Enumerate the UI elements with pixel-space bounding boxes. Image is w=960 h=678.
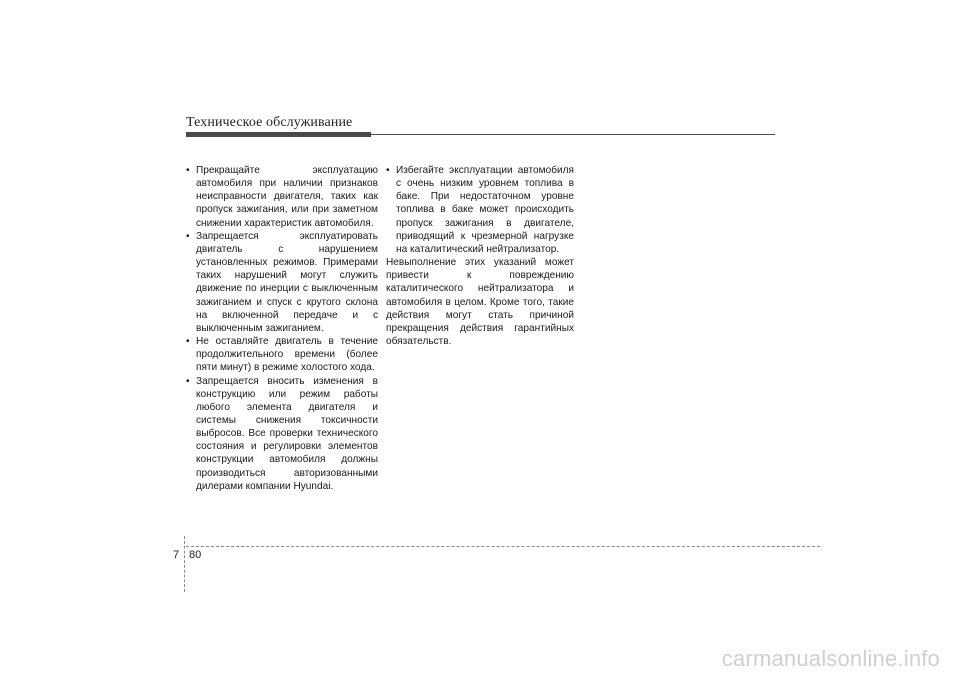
watermark: carmanualsonline.info: [721, 646, 940, 671]
footer-vertical-rule: [184, 536, 185, 592]
right-column: [386, 164, 574, 348]
list-item: [186, 335, 378, 374]
chapter-number: 7: [173, 549, 180, 561]
bullet-dot: •: [186, 230, 190, 242]
title-rule: [371, 134, 775, 135]
list-item-text: Прекращайте эксплуатацию автомобиля при наличии признаков неисправности двигателя, таких как пропуск зажигания, или при заметном снижении характеристик автомобиля.: [196, 165, 378, 229]
title-bar: [186, 132, 371, 137]
list-item-text: Запрещается эксплуатировать двигатель с нарушением установленных режимов. Примерами таких нарушений могут служить движение по инерции с выключенным зажиганием и спуск с крутого склона на включенной передаче и с выключенным зажиганием.: [196, 230, 378, 334]
list-item-text: Запрещается вносить изменения в конструкцию или режим работы любого элемента двигателя и системы снижения токсичности выбросов. Все проверки технического состояния и регулировки элементов конструкции автомобиля должны производиться авторизованными дилерами компании Hyundai.: [196, 375, 378, 492]
footer-dashed-rule: [186, 546, 820, 547]
bullet-dot: •: [386, 165, 390, 176]
list-item-text: Избегайте эксплуатации автомобиля с очень низким уровнем топлива в баке. При недостаточном уровне топлива в баке может происходить пропуск зажигания в двигателе, приводящий к чрезмерной нагрузке на каталитический нейтрализатор.: [396, 165, 574, 255]
list-item: [186, 230, 378, 335]
list-item: [386, 164, 574, 256]
list-item: [186, 164, 378, 230]
bullet-dot: •: [186, 375, 190, 387]
list-item-text: Не оставляйте двигатель в течение продолжительного времени (более пяти минут) в режиме холостого хода.: [196, 336, 378, 374]
page-number: 80: [189, 549, 202, 561]
bullet-dot: •: [186, 165, 190, 176]
section-title: Техническое обслуживание: [186, 115, 353, 130]
bullet-dot: •: [186, 336, 190, 348]
left-column: [186, 164, 378, 493]
list-item: [186, 375, 378, 493]
body-paragraph: Невыполнение этих указаний может привести к повреждению каталитического нейтрализатора и автомобиля в целом. Кроме того, такие действия могут стать причиной прекращения действия гарантийных обязательств.: [386, 257, 574, 348]
